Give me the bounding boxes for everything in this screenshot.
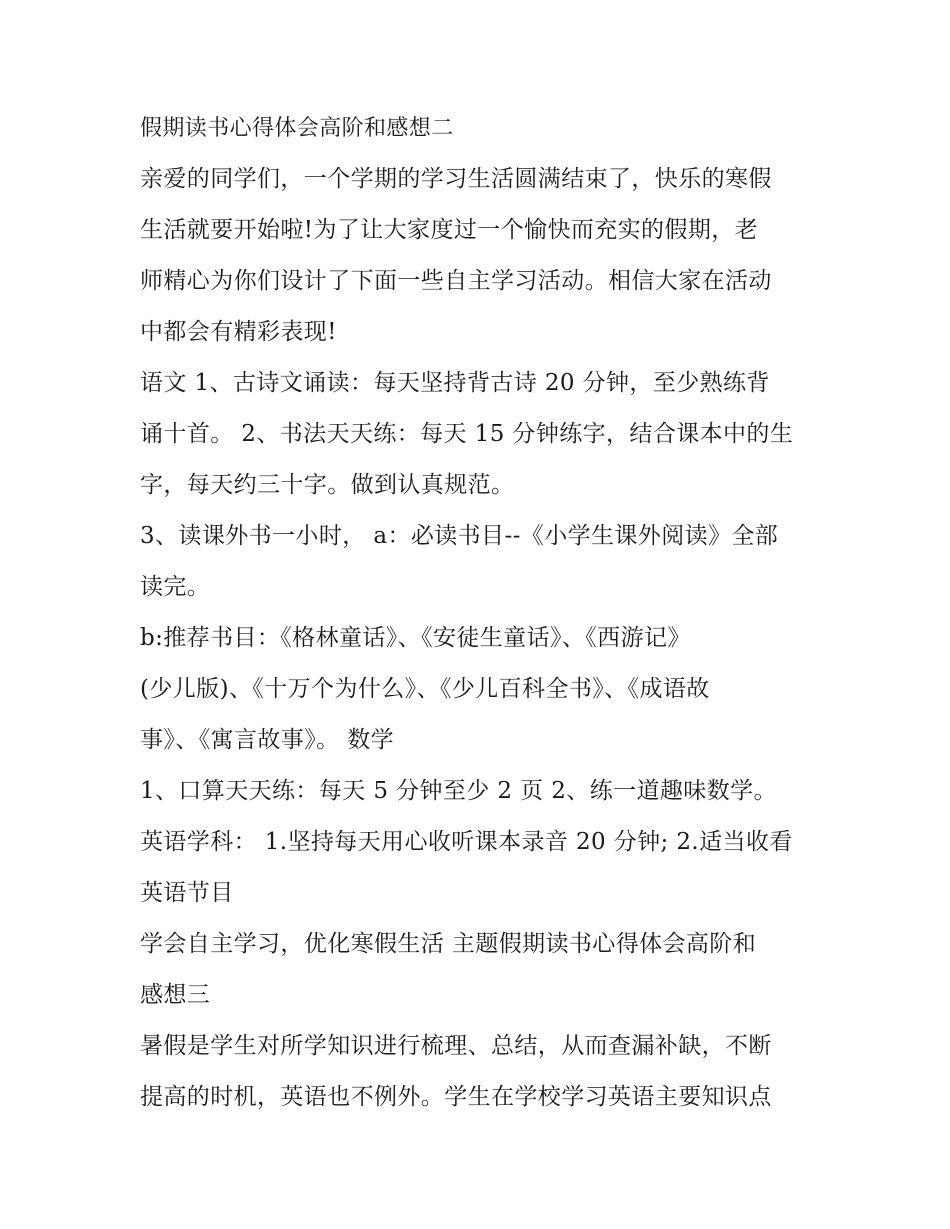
text-line: 感想三 [140, 982, 211, 1008]
text-line: 暑假是学生对所学知识进行梳理、总结，从而查漏补缺，不断 [140, 1033, 772, 1059]
text-line: 英语学科： 1.坚持每天用心收听课本录音 20 分钟; 2.适当收看 [140, 829, 793, 855]
text-line: 读完。 [140, 574, 211, 600]
text-line: 亲爱的同学们，一个学期的学习生活圆满结束了，快乐的寒假 [140, 166, 772, 192]
text-line: 字，每天约三十字。做到认真规范。 [140, 472, 515, 498]
text-line: 1、口算天天练：每天 5 分钟至少 2 页 2、练一道趣味数学。 [140, 778, 777, 804]
text-line: 英语节目 [140, 880, 234, 906]
text-line: 语文 1、古诗文诵读：每天坚持背古诗 20 分钟，至少熟练背 [140, 370, 770, 396]
text-line: 事》、《寓言故事》。 数学 [140, 727, 395, 753]
text-line: 3、读课外书一小时， a：必读书目--《小学生课外阅读》全部 [140, 523, 779, 549]
text-line: 学会自主学习，优化寒假生活 主题假期读书心得体会高阶和 [140, 931, 757, 957]
document-title: 假期读书心得体会高阶和感想二 [140, 116, 454, 141]
text-line: 生活就要开始啦!为了让大家度过一个愉快而充实的假期，老 [140, 217, 759, 243]
document-page [140, 106, 820, 1123]
text-line: 诵十首。 2、书法天天练：每天 15 分钟练字，结合课本中的生 [140, 421, 794, 447]
text-line: 中都会有精彩表现! [140, 319, 337, 345]
text-line: (少儿版)、《十万个为什么》、《少儿百科全书》、《成语故 [140, 676, 710, 702]
text-line: b:推荐书目：《格林童话》、《安徒生童话》、《西游记》 [140, 625, 691, 651]
text-line: 提高的时机，英语也不例外。学生在学校学习英语主要知识点 [140, 1084, 772, 1110]
text-line: 师精心为你们设计了下面一些自主学习活动。相信大家在活动 [140, 268, 772, 294]
